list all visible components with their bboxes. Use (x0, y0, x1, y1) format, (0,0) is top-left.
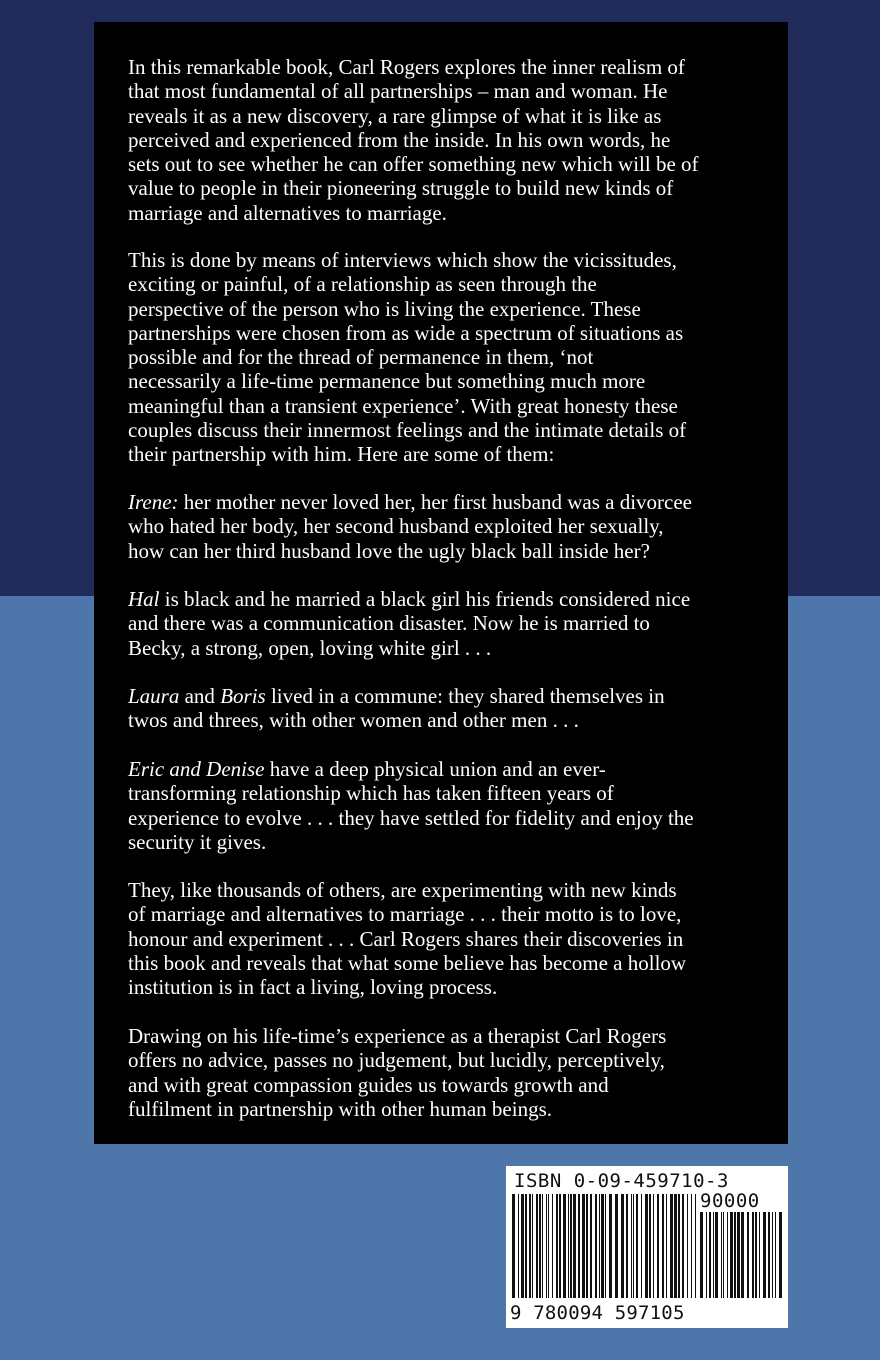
barcode-bar (559, 1194, 561, 1298)
barcode-bar (590, 1194, 592, 1298)
barcode-bar (678, 1194, 680, 1298)
blurb-paragraph-1: In this remarkable book, Carl Rogers explores the inner realism of that most fundamental of all partnerships – man and woman. He reveals it as a new discovery, a rare glimpse of what it is like as perceived and experienced from the inside. In his own words, he sets out to see whether he can offer something new which will be of value to people in their pioneering struggle to build new kinds of marriage and alternatives to marriage. (128, 55, 699, 225)
barcode-bar (706, 1212, 707, 1298)
blurb-paragraph-eric-denise: Eric and Denise have a deep physical union and an ever- transforming relationship which has taken fifteen years of experience to evolve . . . they have settled for fidelity and enjoy the security it gives. (128, 757, 694, 854)
barcode-bar (721, 1212, 722, 1298)
blurb-paragraph-6: Drawing on his life-time’s experience as a therapist Carl Rogers offers no advice, passes no judgement, but lucidly, perceptively, and with great compassion guides us towards growth and fulfilment in partnership with other human beings. (128, 1024, 667, 1121)
barcode-bar (768, 1212, 770, 1298)
barcode-bar (670, 1194, 673, 1298)
barcode-bar (542, 1194, 543, 1298)
barcode-bar (601, 1194, 604, 1298)
barcode-bar (615, 1194, 618, 1298)
blurb-paragraph-irene: Irene: her mother never loved her, her first husband was a divorcee who hated her body, her second husband exploited her sexually, how can her third husband love the ugly black ball inside her? (128, 490, 692, 563)
barcode-bar (662, 1194, 664, 1298)
barcode-bar (609, 1194, 612, 1298)
barcode-bar (532, 1194, 533, 1298)
barcode-bar (582, 1194, 585, 1298)
barcode-bar (539, 1194, 541, 1298)
barcode-bar (570, 1194, 572, 1298)
barcode-bar (657, 1194, 659, 1298)
barcode-bar (586, 1194, 588, 1298)
barcode-bar (631, 1194, 632, 1298)
blurb-paragraph-2: This is done by means of interviews which show the vicissitudes, exciting or painful, of a relationship as seen through the perspective of the person who is living the experience. These partnerships were chosen from as wide a spectrum of situations as possible and for the thread of permanence in them, ‘not necessarily a life-time permanence but something much more meaningful than a transient experience’. With great honesty these couples discuss their innermost feelings and the intimate details of their partnership with him. Here are some of them: (128, 248, 687, 467)
barcode-bar (759, 1212, 760, 1298)
barcode-bar (727, 1212, 728, 1298)
barcode-bar (772, 1212, 773, 1298)
barcode-bar (512, 1194, 515, 1298)
barcode-bar (715, 1212, 718, 1298)
barcode-bar (578, 1194, 580, 1298)
barcode-bar (691, 1194, 692, 1298)
price-barcode (700, 1212, 782, 1298)
barcode-bar (747, 1212, 749, 1298)
isbn-label: ISBN 0-09-459710-3 (514, 1170, 729, 1192)
barcode-bar (755, 1212, 757, 1298)
barcode-bar (737, 1212, 740, 1298)
barcode-bar (573, 1194, 576, 1298)
barcode-bar (636, 1194, 638, 1298)
barcode-bar (621, 1194, 624, 1298)
barcode-bar (687, 1194, 688, 1298)
barcode-bar (741, 1212, 744, 1298)
barcode-bar (552, 1194, 553, 1298)
barcode-bar (546, 1194, 547, 1298)
barcode-bar (605, 1194, 606, 1298)
blurb-paragraph-laura-boris: Laura and Boris lived in a commune: they shared themselves in twos and threes, with other women and other men . . . (128, 684, 665, 733)
barcode-bar (763, 1212, 766, 1298)
barcode-bar (752, 1212, 754, 1298)
barcode-bar (521, 1194, 524, 1298)
barcode-bar (695, 1194, 696, 1298)
barcode-bar (529, 1194, 531, 1298)
price-code: 90000 (700, 1190, 760, 1212)
barcode-bar (734, 1212, 736, 1298)
isbn-barcode (512, 1194, 696, 1298)
barcode-bar (653, 1194, 654, 1298)
barcode-bar (779, 1212, 782, 1298)
barcode-bar (556, 1194, 558, 1298)
barcode-bar (641, 1194, 642, 1298)
barcode-bar (723, 1212, 724, 1298)
barcode-bar (682, 1194, 684, 1298)
barcode-bar (626, 1194, 628, 1298)
barcode-bar (666, 1194, 667, 1298)
barcode-bar (518, 1194, 519, 1298)
barcode-bar (730, 1212, 733, 1298)
barcode-bar (568, 1194, 569, 1298)
ean-digits: 9 780094 597105 (510, 1302, 685, 1324)
barcode-bar (563, 1194, 566, 1298)
barcode-bar (645, 1194, 648, 1298)
barcode-bar (709, 1212, 711, 1298)
barcode-bar (548, 1194, 549, 1298)
barcode-bar (633, 1194, 634, 1298)
barcode-bar (599, 1194, 600, 1298)
barcode-bar (595, 1194, 597, 1298)
barcode-bar (674, 1194, 677, 1298)
barcode-bar (525, 1194, 527, 1298)
blurb-paragraph-5: They, like thousands of others, are experimenting with new kinds of marriage and alternatives to marriage . . . their motto is to love, honour and experiment . . . Carl Rogers shares their discoveries in this book and reveals that what some believe has become a hollow institution is in fact a living, loving process. (128, 878, 687, 1000)
barcode-bar (775, 1212, 776, 1298)
blurb-paragraph-hal: Hal is black and he married a black girl his friends considered nice and there was a communication disaster. Now he is married to Becky, a strong, open, loving white girl . . . (128, 587, 691, 660)
barcode-bar (536, 1194, 538, 1298)
barcode-bar (713, 1212, 714, 1298)
barcode-bar (700, 1212, 703, 1298)
barcode-bar (649, 1194, 651, 1298)
